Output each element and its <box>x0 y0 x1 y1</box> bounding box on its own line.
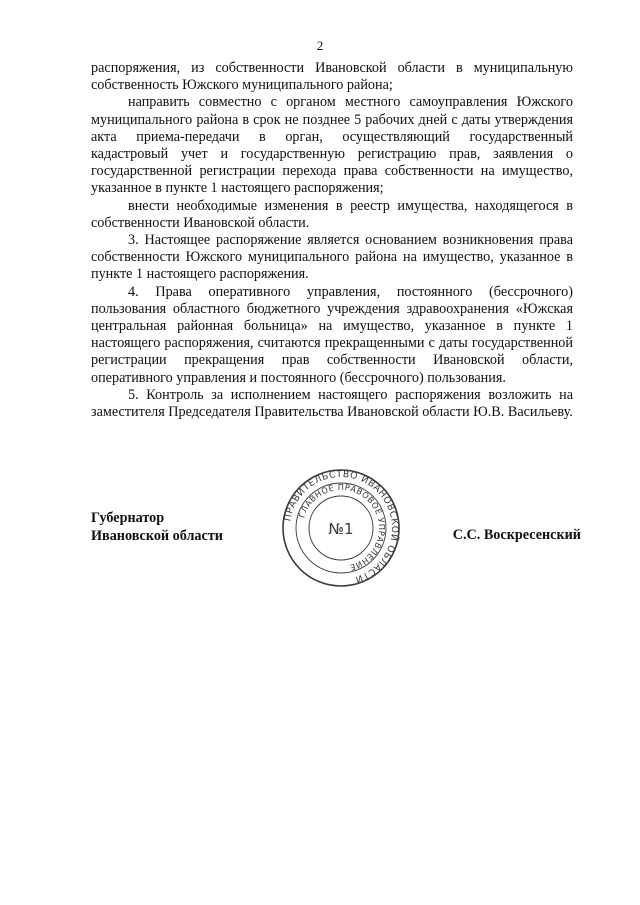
position-line: Губернатор <box>91 510 165 526</box>
paragraph: 5. Контроль за исполнением настоящего распоряжения возложить на заместителя Председателя Правительства Ивановской области Ю.В. Васильеву. <box>91 386 573 421</box>
seal-number: №1 <box>328 520 354 538</box>
seal-outer-text: ПРАВИТЕЛЬСТВО ИВАНОВСКОЙ ОБЛАСТИ <box>282 468 401 585</box>
paragraph: направить совместно с органом местного самоуправления Южского муниципального района в срок не позднее 5 рабочих дней с даты утверждения акта приема-передачи в орган, осуществляющий государственный кадастровый учет и государственную регистрацию прав, заявления о государственной регистрации перехода права собственности на имущество, указанное в пункте 1 настоящего распоряжения; <box>91 94 573 197</box>
page-number: 2 <box>316 38 324 53</box>
paragraph: распоряжения, из собственности Ивановской области в муниципальную собственность Южского муниципального района; <box>91 60 573 94</box>
seal-inner-text: ГЛАВНОЕ ПРАВОВОЕ УПРАВЛЕНИЕ <box>296 481 388 573</box>
paragraph: 3. Настоящее распоряжение является основанием возникновения права собственности Южского муниципального района на имущество, указанное в пункте 1 настоящего распоряжения. <box>91 232 573 283</box>
signatory-name: С.С. Воскресенский <box>452 527 581 543</box>
signature-block <box>91 468 581 590</box>
paragraph: внести необходимые изменения в реестр имущества, находящегося в собственности Ивановской области. <box>91 197 573 231</box>
signatory-position <box>91 510 223 545</box>
document-body <box>91 60 573 421</box>
position-line: Ивановской области <box>91 527 223 544</box>
official-seal <box>281 468 401 588</box>
paragraph: 4. Права оперативного управления, постоянного (бессрочного) пользования областного бюджетного учреждения здравоохранения «Южская центральная районная больница» на имущество, указанное в пункте 1 настоящего распоряжения, считаются прекращенными с даты государственной регистрации прекращения прав собственности Ивановской области, оперативного управления и постоянного (бессрочного) пользования. <box>91 283 573 386</box>
